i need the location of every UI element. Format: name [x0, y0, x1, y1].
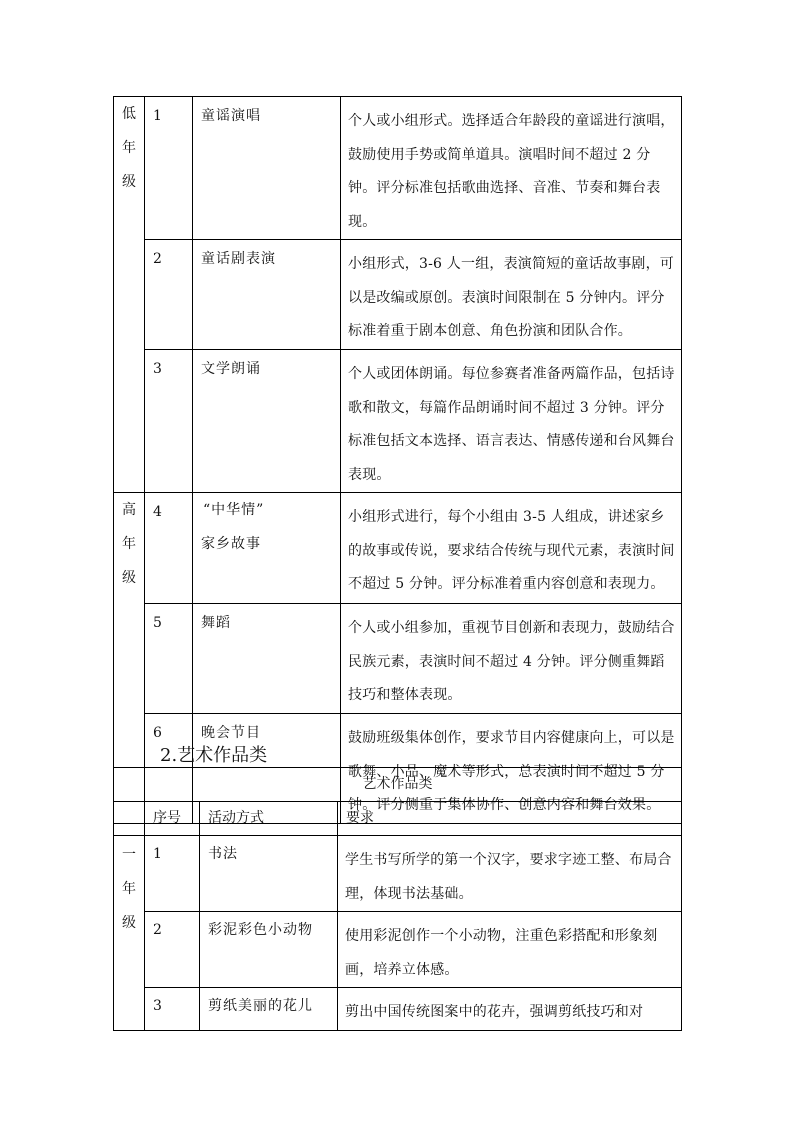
requirement-text: 鼓励班级集体创作，要求节目内容健康向上，可以是歌舞、小品、魔术等形式，总表演时间不超过 5 分钟。评分侧重于集体协作、创意内容和舞台效果。 — [341, 714, 682, 824]
activity-name: 书法 — [200, 836, 338, 912]
requirement-text: 小组形式，3-6 人一组，表演简短的童话故事剧，可以是改编或原创。表演时间限制在 5 分钟内。评分标准着重于剧本创意、角色扮演和团队合作。 — [341, 240, 682, 350]
row-number: 4 — [145, 493, 193, 604]
table-row — [114, 836, 682, 912]
requirement-text: 个人或小组形式。选择适合年龄段的童谣进行演唱，鼓励使用手势或简单道具。演唱时间不超过 2 分钟。评分标准包括歌曲选择、音准、节奏和舞台表现。 — [341, 97, 682, 240]
activity-name: 童谣演唱 — [193, 97, 341, 240]
grade-char: 年 — [122, 881, 136, 897]
grade-char: 级 — [122, 174, 136, 190]
requirement-text: 学生书写所学的第一个汉字，要求字迹工整、布局合理，体现书法基础。 — [338, 836, 682, 912]
grade-char: 级 — [122, 570, 136, 586]
header-empty — [114, 802, 145, 836]
table-header-row — [114, 802, 682, 836]
grade-cell-low — [114, 97, 145, 493]
header-num: 序号 — [145, 802, 200, 836]
row-number: 3 — [145, 988, 200, 1031]
row-number: 2 — [145, 240, 193, 350]
activity-name: 晚会节目 — [193, 714, 341, 824]
activity-name-line: “中华情” — [203, 502, 265, 518]
requirement-text: 个人或小组参加，重视节目创新和表现力，鼓励结合民族元素，表演时间不超过 4 分钟。评分侧重舞蹈技巧和整体表现。 — [341, 604, 682, 714]
performance-activities-table — [113, 96, 682, 824]
requirement-text: 剪出中国传统图案中的花卉，强调剪纸技巧和对 — [338, 988, 682, 1031]
grade-char: 一 — [122, 847, 136, 863]
requirement-text: 使用彩泥创作一个小动物，注重色彩搭配和形象刻画，培养立体感。 — [338, 912, 682, 988]
row-number: 2 — [145, 912, 200, 988]
row-number: 6 — [145, 714, 193, 824]
row-number: 5 — [145, 604, 193, 714]
header-requirement: 要求 — [338, 802, 682, 836]
grade-char: 年 — [122, 140, 136, 156]
activity-name-line: 家乡故事 — [201, 536, 261, 552]
grade-cell-first — [114, 836, 145, 1031]
row-number: 3 — [145, 350, 193, 493]
row-number: 1 — [145, 836, 200, 912]
table-row — [114, 604, 682, 714]
activity-name: 舞蹈 — [193, 604, 341, 714]
table-title-row — [114, 768, 682, 802]
art-works-table — [113, 767, 682, 1031]
table-row — [114, 493, 682, 604]
activity-name: 童话剧表演 — [193, 240, 341, 350]
activity-name: 剪纸美丽的花儿 — [200, 988, 338, 1031]
table-title: 艺术作品类 — [114, 768, 682, 802]
table-row — [114, 350, 682, 493]
requirement-text: 个人或团体朗诵。每位参赛者准备两篇作品，包括诗歌和散文，每篇作品朗诵时间不超过 3 分钟。评分标准包括文本选择、语言表达、情感传递和台风舞台表现。 — [341, 350, 682, 493]
grade-char: 低 — [122, 106, 136, 122]
grade-char: 高 — [122, 502, 136, 518]
table-row — [114, 97, 682, 240]
table-row — [114, 988, 682, 1031]
row-number: 1 — [145, 97, 193, 240]
activity-name: 文学朗诵 — [193, 350, 341, 493]
grade-char: 年 — [122, 536, 136, 552]
table-row — [114, 912, 682, 988]
activity-name: 彩泥彩色小动物 — [200, 912, 338, 988]
header-activity: 活动方式 — [200, 802, 338, 836]
grade-char: 级 — [122, 915, 136, 931]
requirement-text: 小组形式进行，每个小组由 3-5 人组成，讲述家乡的故事或传说，要求结合传统与现代元素，表演时间不超过 5 分钟。评分标准着重内容创意和表现力。 — [341, 493, 682, 604]
section-heading: 2.艺术作品类 — [160, 745, 268, 766]
activity-name — [193, 493, 341, 604]
table-row — [114, 240, 682, 350]
